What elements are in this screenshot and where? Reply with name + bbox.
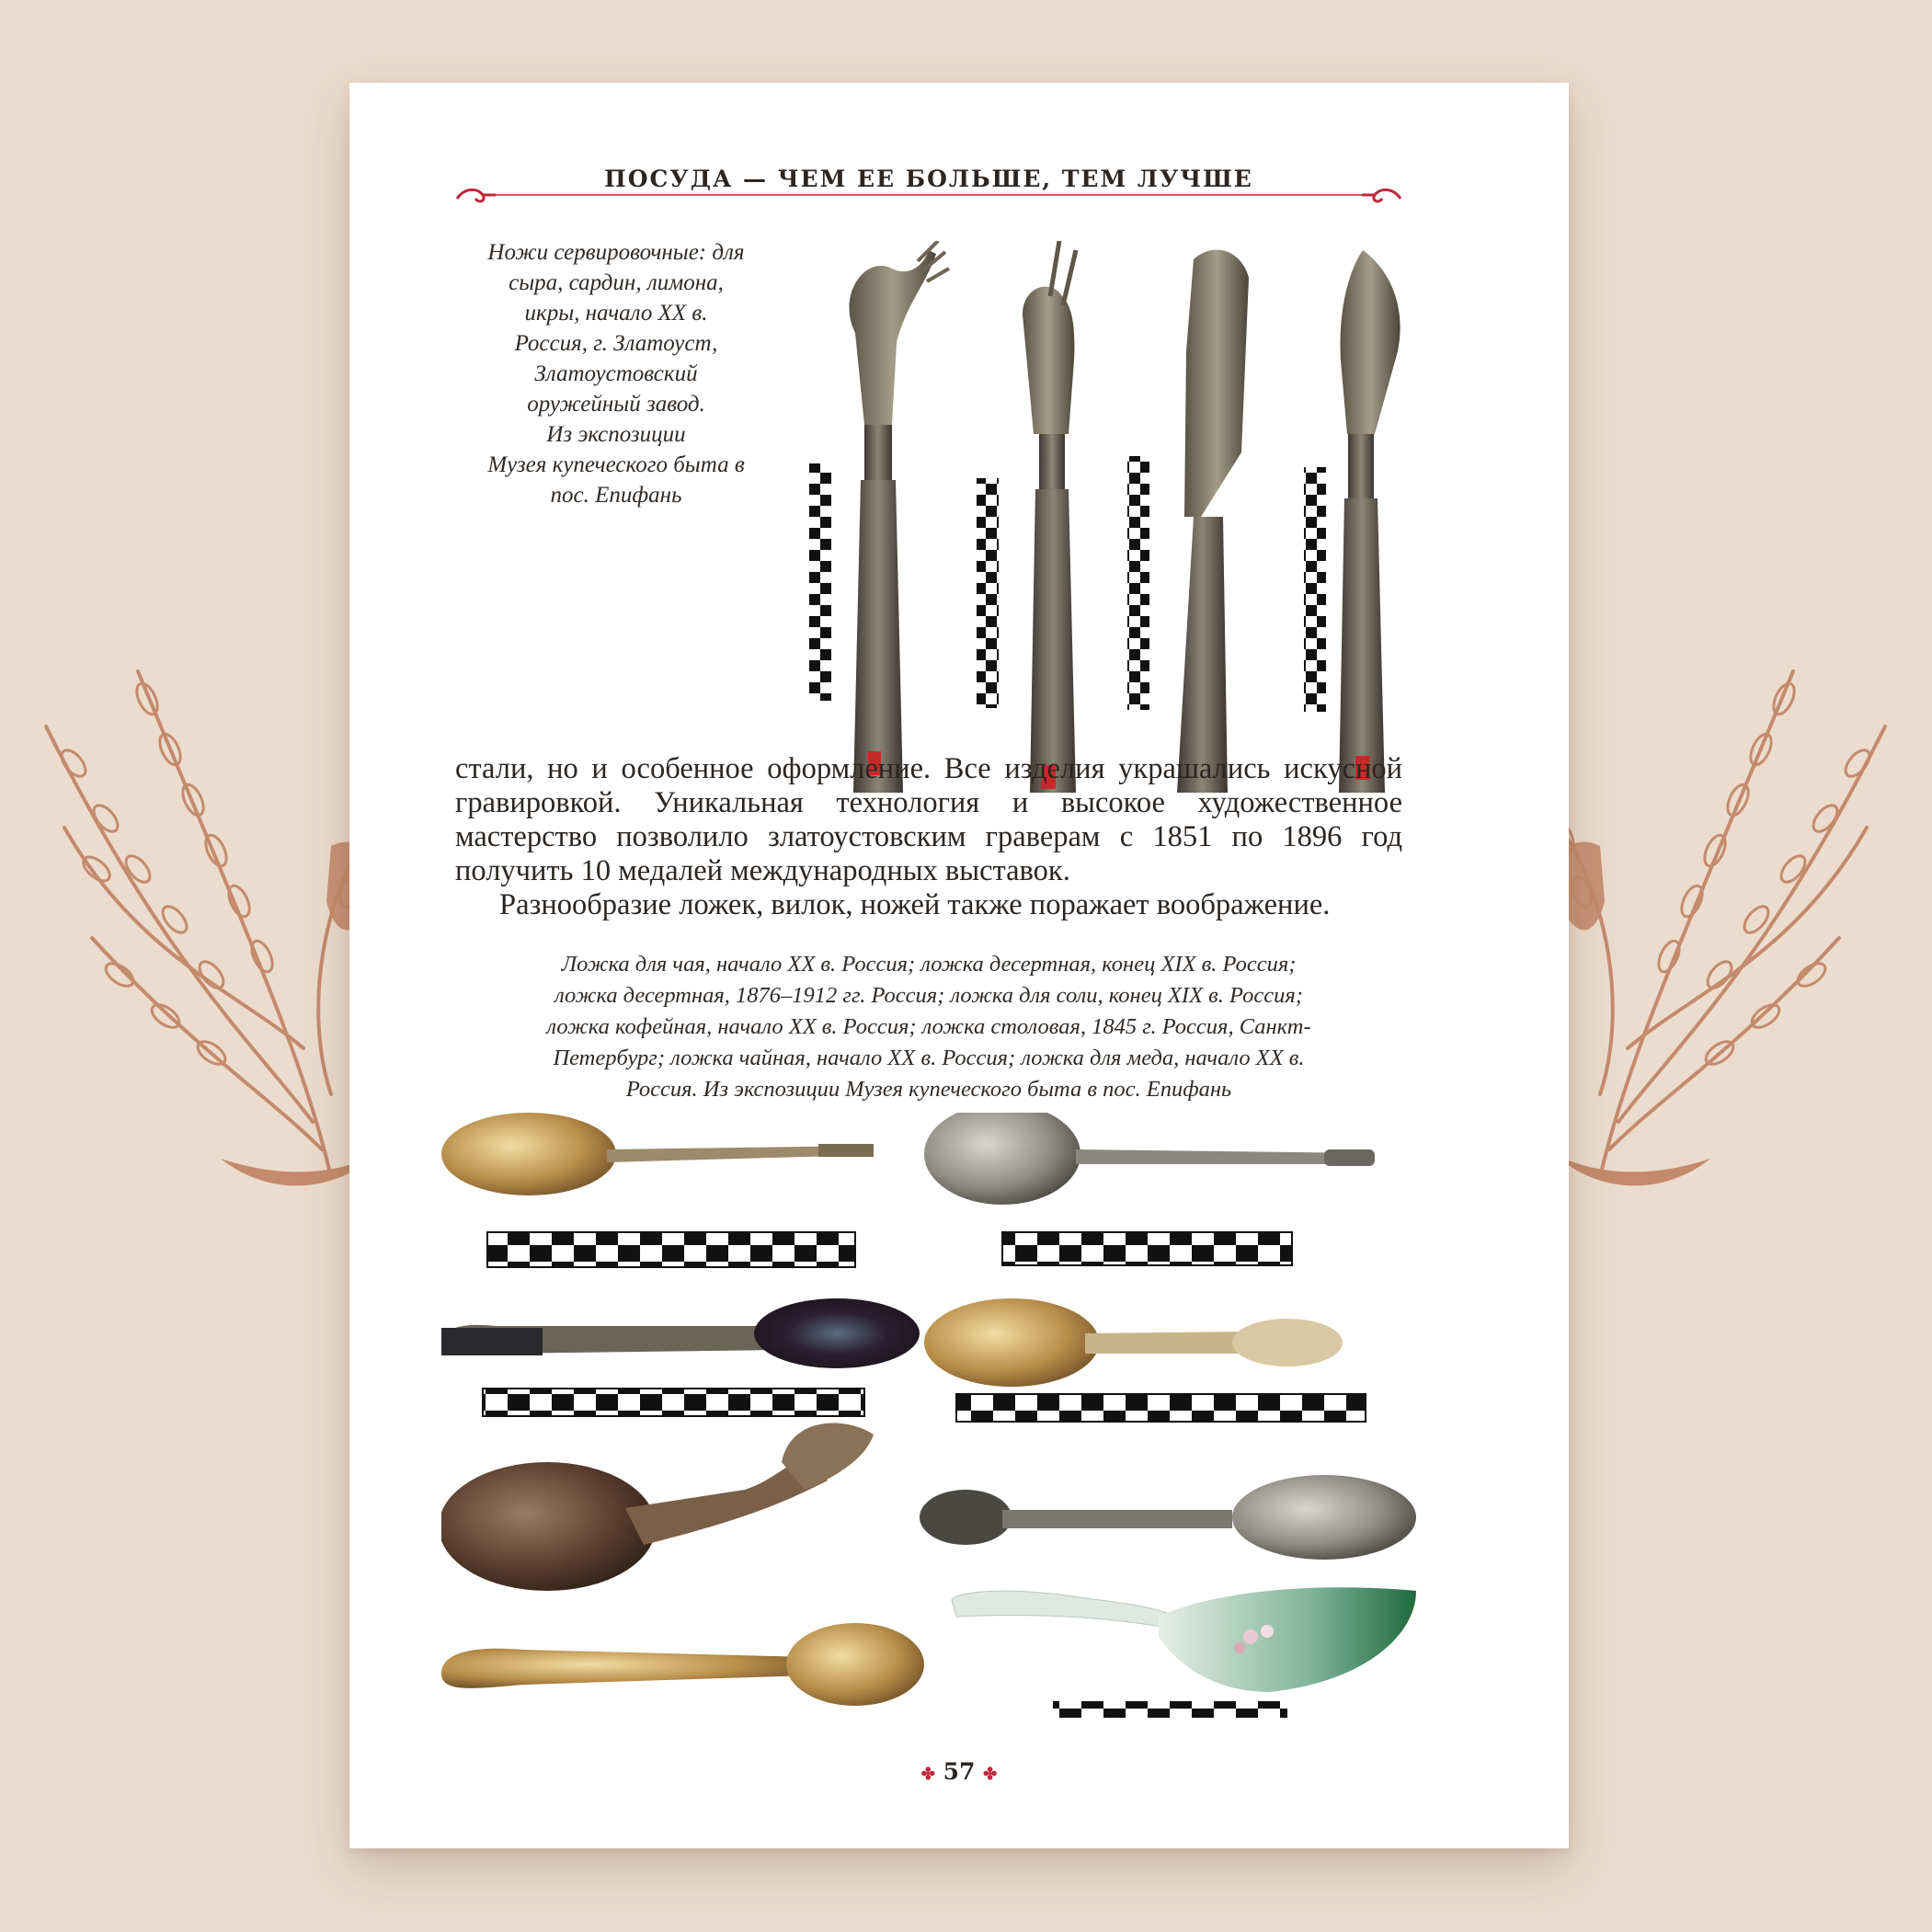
spoons-caption bbox=[446, 949, 1412, 1105]
scale-bar bbox=[1002, 1232, 1292, 1265]
caption-line: ложка кофейная, начало XX в. Россия; ложка столовая, 1845 г. Россия, Санкт- bbox=[546, 1014, 1311, 1039]
caption-line: Златоустовский bbox=[534, 361, 698, 386]
caption-line: Из экспозиции bbox=[546, 422, 686, 447]
caption-line: оружейный завод. bbox=[527, 392, 705, 417]
page-number bbox=[867, 1758, 1051, 1785]
caption-line: Ножи сервировочные: для bbox=[487, 240, 745, 265]
scale-bar bbox=[977, 478, 999, 708]
caption-line: сыра, сардин, лимона, bbox=[509, 270, 724, 295]
cheese-knife bbox=[850, 241, 949, 793]
body-paragraph: Разнообразие ложек, вилок, ножей также поражает воображение. bbox=[499, 888, 1331, 921]
body-text bbox=[455, 752, 1402, 922]
caption-line: Россия. Из экспозиции Музея купеческого быта в пос. Епифань bbox=[625, 1077, 1232, 1102]
body-paragraph: стали, но и особенное оформление. Все изделия украшались искусной гравировкой. Уникальная технология и высокое художественное мастерство позволило златоустовским граверам с 1851 по 1896 год получить 10 медалей международных выставок. bbox=[455, 752, 1402, 887]
page-number-ornament-right: ✤ bbox=[983, 1765, 998, 1784]
scale-bar bbox=[1127, 456, 1149, 710]
dessert-spoon bbox=[924, 1113, 1375, 1205]
page-number-value: 57 bbox=[943, 1758, 976, 1785]
lemon-knife bbox=[1177, 250, 1249, 793]
knives-photo bbox=[809, 241, 1407, 811]
caviar-knife bbox=[1339, 250, 1400, 793]
caption-line: Музея купеческого быта в bbox=[487, 452, 745, 477]
caption-line: ложка десертная, 1876–1912 гг. Россия; ложка для соли, конец XIX в. Россия; bbox=[554, 983, 1303, 1008]
page-number-ornament-left: ✤ bbox=[920, 1765, 935, 1784]
salt-spoon bbox=[924, 1298, 1343, 1387]
scale-bar bbox=[809, 463, 831, 701]
running-header: ПОСУДА — ЧЕМ ЕЕ БОЛЬШЕ, ТЕМ ЛУЧШЕ bbox=[604, 166, 1253, 192]
sardine-knife bbox=[1023, 241, 1076, 793]
enamel-dessert-spoon bbox=[441, 1298, 920, 1368]
table-spoon bbox=[920, 1475, 1416, 1560]
scale-bar bbox=[1304, 467, 1326, 712]
scale-bar bbox=[956, 1394, 1366, 1422]
caption-line: икры, начало XX в. bbox=[524, 301, 708, 326]
scale-bar bbox=[483, 1389, 864, 1416]
book-page bbox=[349, 83, 1569, 1848]
gilded-teaspoon bbox=[441, 1623, 924, 1706]
honey-spoon bbox=[952, 1587, 1416, 1692]
caption-line: пос. Епифань bbox=[550, 483, 682, 508]
scale-bar bbox=[1053, 1701, 1287, 1718]
tea-spoon bbox=[441, 1113, 874, 1195]
spoons-photo bbox=[441, 1113, 1416, 1720]
scale-bar bbox=[487, 1232, 855, 1267]
caption-line: Петербург; ложка чайная, начало XX в. Россия; ложка для меда, начало XX в. bbox=[553, 1046, 1305, 1070]
knives-caption bbox=[460, 237, 772, 510]
caption-line: Россия, г. Златоуст, bbox=[514, 331, 718, 356]
coffee-spoon bbox=[441, 1423, 874, 1591]
caption-line: Ложка для чая, начало XX в. Россия; ложка десертная, конец XIX в. Россия; bbox=[561, 952, 1297, 977]
header-ornament-rule bbox=[455, 182, 1402, 210]
